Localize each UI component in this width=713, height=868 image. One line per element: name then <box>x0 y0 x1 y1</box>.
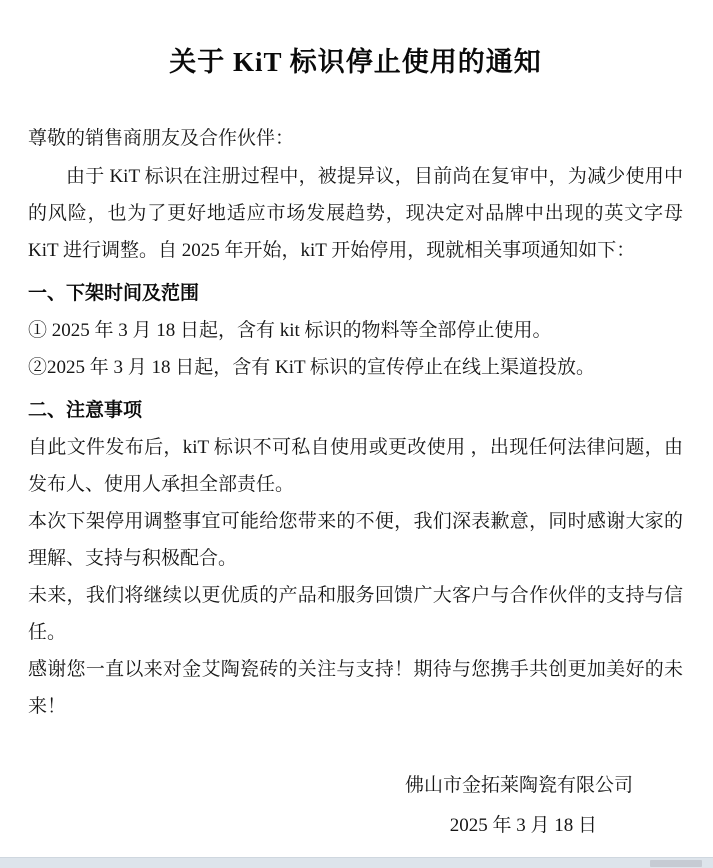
signature-company: 佛山市金拓莱陶瓷有限公司 <box>404 775 633 796</box>
horizontal-scrollbar-thumb[interactable] <box>650 860 702 867</box>
section-2-paragraph-4: 感谢您一直以来对金艾陶瓷砖的关注与支持！期待与您携手共创更加美好的未来！ <box>28 659 683 717</box>
section-2-heading: 二、注意事项 <box>28 400 143 421</box>
signature-date: 2025 年 3 月 18 日 <box>449 815 597 836</box>
section-1-item-1: ① 2025 年 3 月 18 日起，含有 kit 标识的物料等全部停止使用。 <box>28 320 552 341</box>
page-title: 关于 KiT 标识停止使用的通知 <box>169 47 542 77</box>
intro-paragraph: 由于 KiT 标识在注册过程中，被提异议，目前尚在复审中，为减少使用中的风险，也为了更好地适应市场发展趋势，现决定对品牌中出现的英文字母 KiT 进行调整。自 2025 年开始，kiT 开始停用，现就相关事项通知如下： <box>28 166 683 261</box>
section-1-heading: 一、下架时间及范围 <box>28 283 200 304</box>
section-2-paragraph-1: 自此文件发布后，kiT 标识不可私自使用或更改使用 ，出现任何法律问题，由发布人、使用人承担全部责任。 <box>28 437 683 495</box>
section-2-paragraph-2: 本次下架停用调整事宜可能给您带来的不便，我们深表歉意，同时感谢大家的理解、支持与积极配合。 <box>28 511 683 569</box>
section-1-item-2: ②2025 年 3 月 18 日起，含有 KiT 标识的宣传停止在线上渠道投放。 <box>28 357 596 378</box>
section-2-paragraph-3: 未来，我们将继续以更优质的产品和服务回馈广大客户与合作伙伴的支持与信任。 <box>28 585 683 643</box>
horizontal-scrollbar[interactable] <box>0 857 713 868</box>
greeting-line: 尊敬的销售商朋友及合作伙伴： <box>28 128 295 149</box>
